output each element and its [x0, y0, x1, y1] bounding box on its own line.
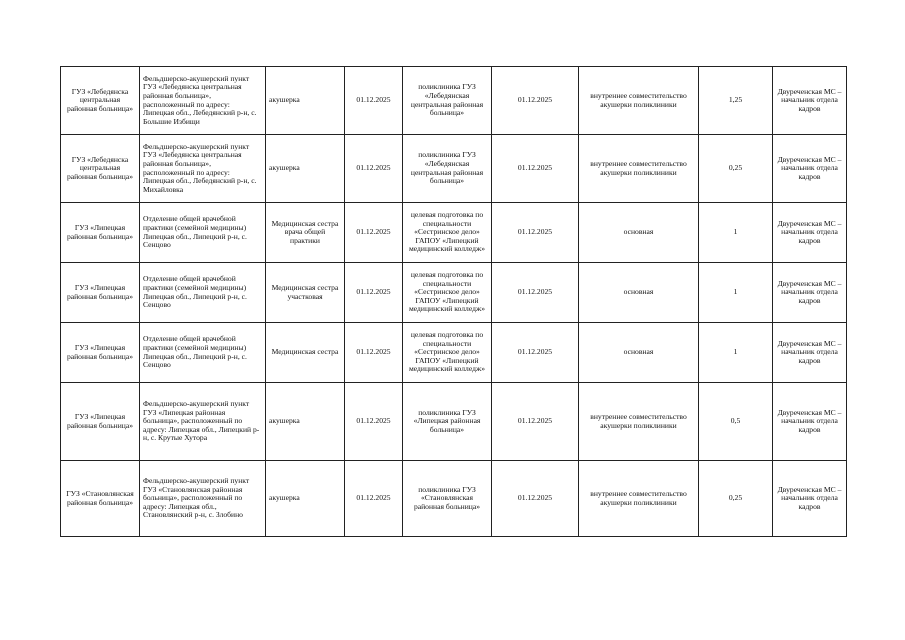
rate-cell: 0,5 — [699, 383, 773, 461]
start-date-cell: 01.12.2025 — [345, 263, 403, 323]
unit-cell: Отделение общей врачебной практики (семейной медицины) Липецкая обл., Липецкий р-н, с. Сенцово — [140, 263, 266, 323]
org-cell: ГУЗ «Лебедянска центральная районная больница» — [61, 135, 140, 203]
position-cell: акушерка — [266, 67, 345, 135]
table-row — [61, 383, 847, 461]
date-cell: 01.12.2025 — [492, 67, 579, 135]
employment-type-cell: внутреннее совместительство акушерки поликлиники — [579, 461, 699, 537]
date-cell: 01.12.2025 — [492, 323, 579, 383]
rate-cell: 1 — [699, 203, 773, 263]
start-date-cell: 01.12.2025 — [345, 461, 403, 537]
employment-type-cell: внутреннее совместительство акушерки поликлиники — [579, 67, 699, 135]
unit-cell: Фельдшерско-акушерский пункт ГУЗ «Липецкая районная больница», расположенный по адресу: Липецкая обл., Липецкий р-н, с. Крутые Хутора — [140, 383, 266, 461]
source-cell: поликлиника ГУЗ «Становлянская районная больница» — [403, 461, 492, 537]
date-cell: 01.12.2025 — [492, 461, 579, 537]
vacancy-table — [60, 66, 847, 537]
responsible-cell: Двуреченская МС – начальник отдела кадров — [773, 263, 847, 323]
source-cell: поликлиника ГУЗ «Лебедянская центральная районная больница» — [403, 67, 492, 135]
rate-cell: 0,25 — [699, 135, 773, 203]
table-row — [61, 263, 847, 323]
employment-type-cell: основная — [579, 263, 699, 323]
rate-cell: 1 — [699, 323, 773, 383]
position-cell: Медицинская сестра — [266, 323, 345, 383]
unit-cell: Отделение общей врачебной практики (семейной медицины) Липецкая обл., Липецкий р-н, с. Сенцово — [140, 323, 266, 383]
start-date-cell: 01.12.2025 — [345, 203, 403, 263]
start-date-cell: 01.12.2025 — [345, 67, 403, 135]
responsible-cell: Двуреченская МС – начальник отдела кадров — [773, 67, 847, 135]
org-cell: ГУЗ «Липецкая районная больница» — [61, 383, 140, 461]
org-cell: ГУЗ «Становлянская районная больница» — [61, 461, 140, 537]
org-cell: ГУЗ «Липецкая районная больница» — [61, 203, 140, 263]
source-cell: поликлиника ГУЗ «Липецкая районная больница» — [403, 383, 492, 461]
unit-cell: Отделение общей врачебной практики (семейной медицины) Липецкая обл., Липецкий р-н, с. Сенцово — [140, 203, 266, 263]
source-cell: целевая подготовка по специальности «Сестринское дело» ГАПОУ «Липецкий медицинский колледж» — [403, 203, 492, 263]
employment-type-cell: внутреннее совместительство акушерки поликлиники — [579, 383, 699, 461]
rate-cell: 0,25 — [699, 461, 773, 537]
table-row — [61, 461, 847, 537]
position-cell: Медицинская сестра участковая — [266, 263, 345, 323]
table-row — [61, 67, 847, 135]
org-cell: ГУЗ «Липецкая районная больница» — [61, 263, 140, 323]
rate-cell: 1 — [699, 263, 773, 323]
table-row — [61, 323, 847, 383]
unit-cell: Фельдшерско-акушерский пункт ГУЗ «Становлянская районная больница», расположенный по адресу: Липецкая обл., Становлянский р-н, с. Злобино — [140, 461, 266, 537]
responsible-cell: Двуреченская МС – начальник отдела кадров — [773, 461, 847, 537]
date-cell: 01.12.2025 — [492, 135, 579, 203]
org-cell: ГУЗ «Лебедянска центральная районная больница» — [61, 67, 140, 135]
responsible-cell: Двуреченская МС – начальник отдела кадров — [773, 323, 847, 383]
date-cell: 01.12.2025 — [492, 203, 579, 263]
org-cell: ГУЗ «Липецкая районная больница» — [61, 323, 140, 383]
position-cell: акушерка — [266, 383, 345, 461]
unit-cell: Фельдшерско-акушерский пункт ГУЗ «Лебедянска центральная районная больница», расположенный по адресу: Липецкая обл., Лебедянский р-н, с. Большие Избищи — [140, 67, 266, 135]
date-cell: 01.12.2025 — [492, 263, 579, 323]
start-date-cell: 01.12.2025 — [345, 135, 403, 203]
position-cell: Медицинская сестра врача общей практики — [266, 203, 345, 263]
responsible-cell: Двуреченская МС – начальник отдела кадров — [773, 203, 847, 263]
start-date-cell: 01.12.2025 — [345, 383, 403, 461]
employment-type-cell: основная — [579, 203, 699, 263]
unit-cell: Фельдшерско-акушерский пункт ГУЗ «Лебедянска центральная районная больница», расположенный по адресу: Липецкая обл., Лебедянский р-н, с. Михайловка — [140, 135, 266, 203]
source-cell: целевая подготовка по специальности «Сестринское дело» ГАПОУ «Липецкий медицинский колледж» — [403, 323, 492, 383]
source-cell: поликлиника ГУЗ «Лебедянская центральная районная больница» — [403, 135, 492, 203]
responsible-cell: Двуреченская МС – начальник отдела кадров — [773, 383, 847, 461]
table-row — [61, 203, 847, 263]
rate-cell: 1,25 — [699, 67, 773, 135]
responsible-cell: Двуреченская МС – начальник отдела кадров — [773, 135, 847, 203]
employment-type-cell: основная — [579, 323, 699, 383]
employment-type-cell: внутреннее совместительство акушерки поликлиники — [579, 135, 699, 203]
position-cell: акушерка — [266, 135, 345, 203]
start-date-cell: 01.12.2025 — [345, 323, 403, 383]
position-cell: акушерка — [266, 461, 345, 537]
date-cell: 01.12.2025 — [492, 383, 579, 461]
table-row — [61, 135, 847, 203]
source-cell: целевая подготовка по специальности «Сестринское дело» ГАПОУ «Липецкий медицинский колледж» — [403, 263, 492, 323]
